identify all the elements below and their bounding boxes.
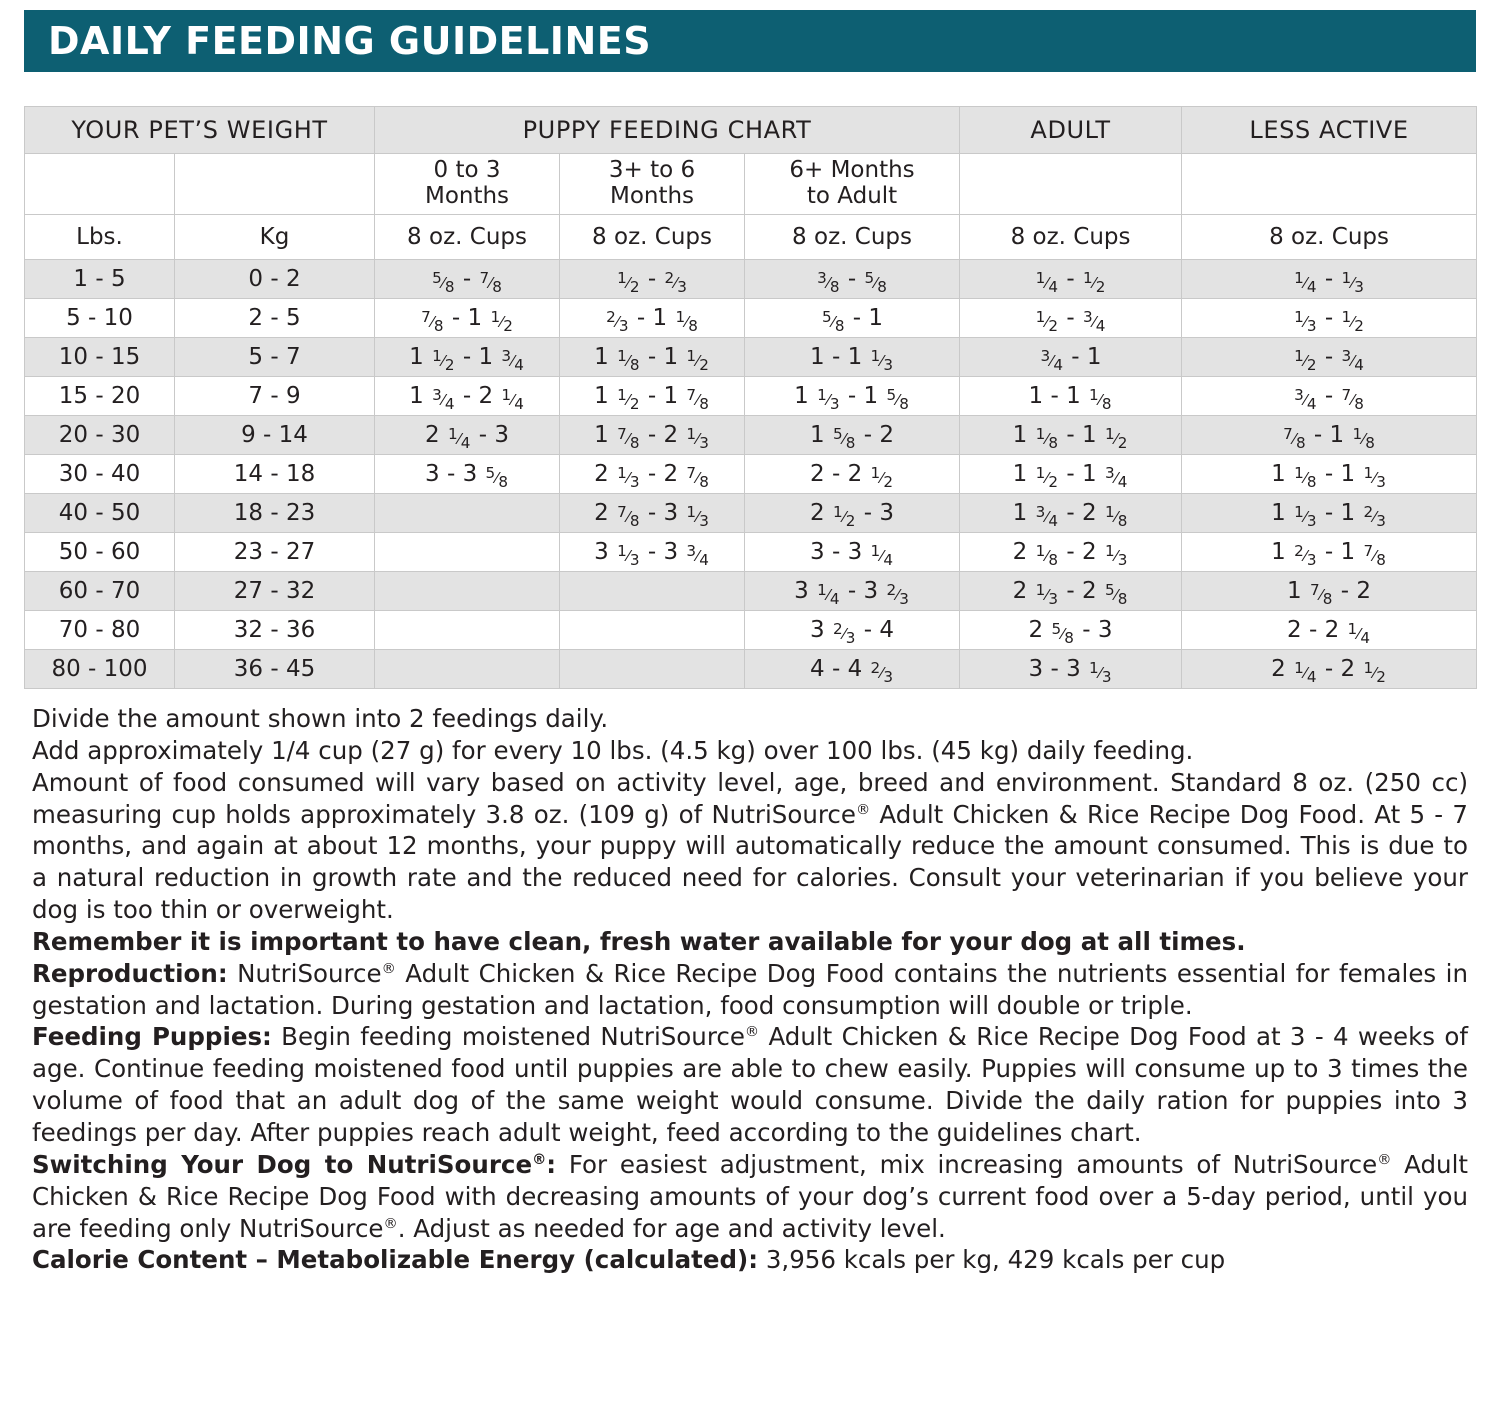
cell-puppy-0-3 [375,494,560,533]
cell-adult: 3⁄4 - 1 [960,338,1182,377]
cell-puppy-3-6: 2 7⁄8 - 3 1⁄3 [560,494,745,533]
cell-puppy-3-6: 1 1⁄8 - 1 1⁄2 [560,338,745,377]
cell-kg: 5 - 7 [175,338,375,377]
header-less-active: LESS ACTIVE [1182,107,1477,154]
cell-puppy-6-adult: 3⁄8 - 5⁄8 [745,260,960,299]
cell-puppy-0-3 [375,533,560,572]
feeding-chart-table [24,106,1477,689]
cell-adult: 2 5⁄8 - 3 [960,611,1182,650]
table-row [25,455,1477,494]
cell-less-active: 1 7⁄8 - 2 [1182,572,1477,611]
section-switching-heading-2: : [546,1149,557,1179]
cell-less-active: 1 1⁄8 - 1 1⁄3 [1182,455,1477,494]
unit-lbs: Lbs. [25,215,175,260]
registered-icon: ® [855,801,871,818]
cell-puppy-6-adult: 1 1⁄3 - 1 5⁄8 [745,377,960,416]
cell-puppy-3-6: 1 7⁄8 - 2 1⁄3 [560,416,745,455]
subheader-blank-lbs [25,154,175,215]
cell-less-active: 1 2⁄3 - 1 7⁄8 [1182,533,1477,572]
notes-lines [32,703,1468,767]
cell-puppy-0-3: 7⁄8 - 1 1⁄2 [375,299,560,338]
feeding-guidelines-page [0,10,1500,1420]
section-switching [32,1149,1468,1245]
table-row [25,377,1477,416]
cell-puppy-3-6: 3 1⁄3 - 3 3⁄4 [560,533,745,572]
unit-kg: Kg [175,215,375,260]
section-reproduction-body-1: NutriSource [227,958,382,988]
cell-puppy-3-6 [560,611,745,650]
cell-less-active: 2 1⁄4 - 2 1⁄2 [1182,650,1477,689]
subheader-blank-kg [175,154,375,215]
cell-less-active: 7⁄8 - 1 1⁄8 [1182,416,1477,455]
cell-adult: 1 1⁄2 - 1 3⁄4 [960,455,1182,494]
cell-lbs: 60 - 70 [25,572,175,611]
cell-puppy-6-adult: 2 - 2 1⁄2 [745,455,960,494]
section-switching-body-1: For easiest adjustment, mix increasing amounts of NutriSource [556,1149,1378,1179]
table-row [25,494,1477,533]
table-subheader-row [25,154,1477,215]
cell-puppy-6-adult: 5⁄8 - 1 [745,299,960,338]
header-adult: ADULT [960,107,1182,154]
section-reproduction-body-2: Adult Chicken & Rice Recipe Dog Food contains the nutrients essential for females in gestation and lactation. During gestation and lactation, food consumption will double or triple. [32,958,1468,1020]
section-reproduction-heading: Reproduction: [32,958,228,988]
unit-cups-adult: 8 oz. Cups [960,215,1182,260]
calorie-value: 3,956 kcals per kg, 429 kcals per cup [758,1245,1226,1275]
section-switching-body-2: Adult Chicken & Rice Recipe Dog Food with decreasing amounts of your dog’s current food over a 5-day period, until you are feeding only NutriSource [32,1149,1468,1243]
table-units-row [25,215,1477,260]
cell-less-active: 2 - 2 1⁄4 [1182,611,1477,650]
cell-puppy-0-3: 1 3⁄4 - 2 1⁄4 [375,377,560,416]
section-reproduction [32,958,1468,1022]
header-puppy: PUPPY FEEDING CHART [375,107,960,154]
note-paragraph-amount [32,767,1468,926]
cell-lbs: 5 - 10 [25,299,175,338]
table-header-row [25,107,1477,154]
cell-less-active: 1⁄3 - 1⁄2 [1182,299,1477,338]
calorie-heading: Calorie Content – Metabolizable Energy (calculated): [32,1245,759,1275]
cell-kg: 2 - 5 [175,299,375,338]
cell-lbs: 10 - 15 [25,338,175,377]
cell-adult: 1 - 1 1⁄8 [960,377,1182,416]
cell-puppy-0-3 [375,572,560,611]
cell-adult: 2 1⁄3 - 2 5⁄8 [960,572,1182,611]
cell-kg: 36 - 45 [175,650,375,689]
unit-cups-less-active: 8 oz. Cups [1182,215,1477,260]
cell-puppy-0-3: 3 - 3 5⁄8 [375,455,560,494]
subheader-puppy-0-3: 0 to 3 Months [375,154,560,215]
table-row [25,572,1477,611]
cell-less-active: 1 1⁄3 - 1 2⁄3 [1182,494,1477,533]
cell-puppy-6-adult: 3 - 3 1⁄4 [745,533,960,572]
cell-puppy-6-adult: 3 2⁄3 - 4 [745,611,960,650]
cell-kg: 27 - 32 [175,572,375,611]
cell-adult: 1 1⁄8 - 1 1⁄2 [960,416,1182,455]
cell-puppy-0-3: 2 1⁄4 - 3 [375,416,560,455]
table-row [25,650,1477,689]
cell-lbs: 20 - 30 [25,416,175,455]
cell-puppy-6-adult: 4 - 4 2⁄3 [745,650,960,689]
cell-puppy-0-3: 5⁄8 - 7⁄8 [375,260,560,299]
unit-cups-puppy-6-adult: 8 oz. Cups [745,215,960,260]
page-title: DAILY FEEDING GUIDELINES [48,19,652,63]
cell-kg: 23 - 27 [175,533,375,572]
cell-lbs: 40 - 50 [25,494,175,533]
cell-kg: 18 - 23 [175,494,375,533]
table-row [25,260,1477,299]
cell-less-active: 1⁄2 - 3⁄4 [1182,338,1477,377]
section-feeding-puppies-body-1: Begin feeding moistened NutriSource [271,1022,745,1052]
cell-lbs: 80 - 100 [25,650,175,689]
unit-cups-puppy-0-3: 8 oz. Cups [375,215,560,260]
cell-puppy-3-6: 2 1⁄3 - 2 7⁄8 [560,455,745,494]
section-calorie-content [32,1244,1468,1276]
subheader-blank-adult [960,154,1182,215]
page-title-bar [24,10,1476,72]
note-paragraph-amount-part1: Amount of food consumed will vary based on activity level, age, breed and environment. Standard 8 oz. (250 cc) measuring cup holds approximately 3.8 oz. (109 g) of NutriSource [32,767,1468,829]
registered-icon: ® [744,1024,760,1041]
cell-less-active: 3⁄4 - 7⁄8 [1182,377,1477,416]
cell-adult: 1 3⁄4 - 2 1⁄8 [960,494,1182,533]
cell-lbs: 1 - 5 [25,260,175,299]
cell-puppy-6-adult: 1 5⁄8 - 2 [745,416,960,455]
cell-lbs: 30 - 40 [25,455,175,494]
cell-puppy-6-adult: 3 1⁄4 - 3 2⁄3 [745,572,960,611]
section-switching-body-3: . Adjust as needed for age and activity level. [397,1213,946,1243]
note-water: Remember it is important to have clean, fresh water available for your dog at all times. [32,926,1246,956]
table-body [25,260,1477,689]
cell-puppy-0-3: 1 1⁄2 - 1 3⁄4 [375,338,560,377]
cell-puppy-6-adult: 1 - 1 1⁄3 [745,338,960,377]
section-feeding-puppies-body-2: Adult Chicken & Rice Recipe Dog Food at 3 - 4 weeks of age. Continue feeding moistened food until puppies are able to chew easily. Puppies will consume up to 3 times the volume of food that an adult dog of the same weight would consume. Divide the daily ration for puppies into 3 feedings per day. After puppies reach adult weight, feed according to the guidelines chart. [32,1022,1468,1147]
cell-puppy-6-adult: 2 1⁄2 - 3 [745,494,960,533]
cell-puppy-3-6: 1 1⁄2 - 1 7⁄8 [560,377,745,416]
subheader-blank-less-active [1182,154,1477,215]
cell-puppy-3-6 [560,572,745,611]
unit-cups-puppy-3-6: 8 oz. Cups [560,215,745,260]
table-row [25,299,1477,338]
registered-icon: ® [1377,1151,1392,1168]
section-switching-heading-1: Switching Your Dog to NutriSource [32,1149,533,1179]
registered-icon: ® [383,1215,398,1232]
table-row [25,533,1477,572]
cell-kg: 9 - 14 [175,416,375,455]
cell-puppy-3-6 [560,650,745,689]
cell-less-active: 1⁄4 - 1⁄3 [1182,260,1477,299]
cell-lbs: 70 - 80 [25,611,175,650]
cell-adult: 1⁄2 - 3⁄4 [960,299,1182,338]
notes-section [24,703,1476,1276]
cell-lbs: 50 - 60 [25,533,175,572]
cell-adult: 3 - 3 1⁄3 [960,650,1182,689]
cell-kg: 0 - 2 [175,260,375,299]
table-row [25,338,1477,377]
section-feeding-puppies-heading: Feeding Puppies: [32,1022,272,1052]
note-paragraph-amount-part2: Adult Chicken & Rice Recipe Dog Food. At 5 - 7 months, and again at about 12 months, your puppy will automatically reduce the amount consumed. This is due to a natural reduction in growth rate and the reduced need for calories. Consult your veterinarian if you believe your dog is too thin or overweight. [32,799,1468,925]
note-line-2: Add approximately 1/4 cup (27 g) for every 10 lbs. (4.5 kg) over 100 lbs. (45 kg) daily feeding. [32,735,1194,765]
cell-puppy-3-6: 2⁄3 - 1 1⁄8 [560,299,745,338]
cell-kg: 7 - 9 [175,377,375,416]
registered-icon: ® [381,960,396,977]
registered-icon: ® [532,1151,547,1168]
note-line-1: Divide the amount shown into 2 feedings daily. [32,704,609,733]
header-weight: YOUR PET’S WEIGHT [25,107,375,154]
table-row [25,416,1477,455]
table-row [25,611,1477,650]
cell-adult: 2 1⁄8 - 2 1⁄3 [960,533,1182,572]
cell-puppy-0-3 [375,650,560,689]
cell-puppy-3-6: 1⁄2 - 2⁄3 [560,260,745,299]
cell-lbs: 15 - 20 [25,377,175,416]
subheader-puppy-3-6: 3+ to 6 Months [560,154,745,215]
section-feeding-puppies [32,1021,1468,1148]
cell-adult: 1⁄4 - 1⁄2 [960,260,1182,299]
cell-kg: 14 - 18 [175,455,375,494]
cell-puppy-0-3 [375,611,560,650]
cell-kg: 32 - 36 [175,611,375,650]
subheader-puppy-6-adult: 6+ Months to Adult [745,154,960,215]
